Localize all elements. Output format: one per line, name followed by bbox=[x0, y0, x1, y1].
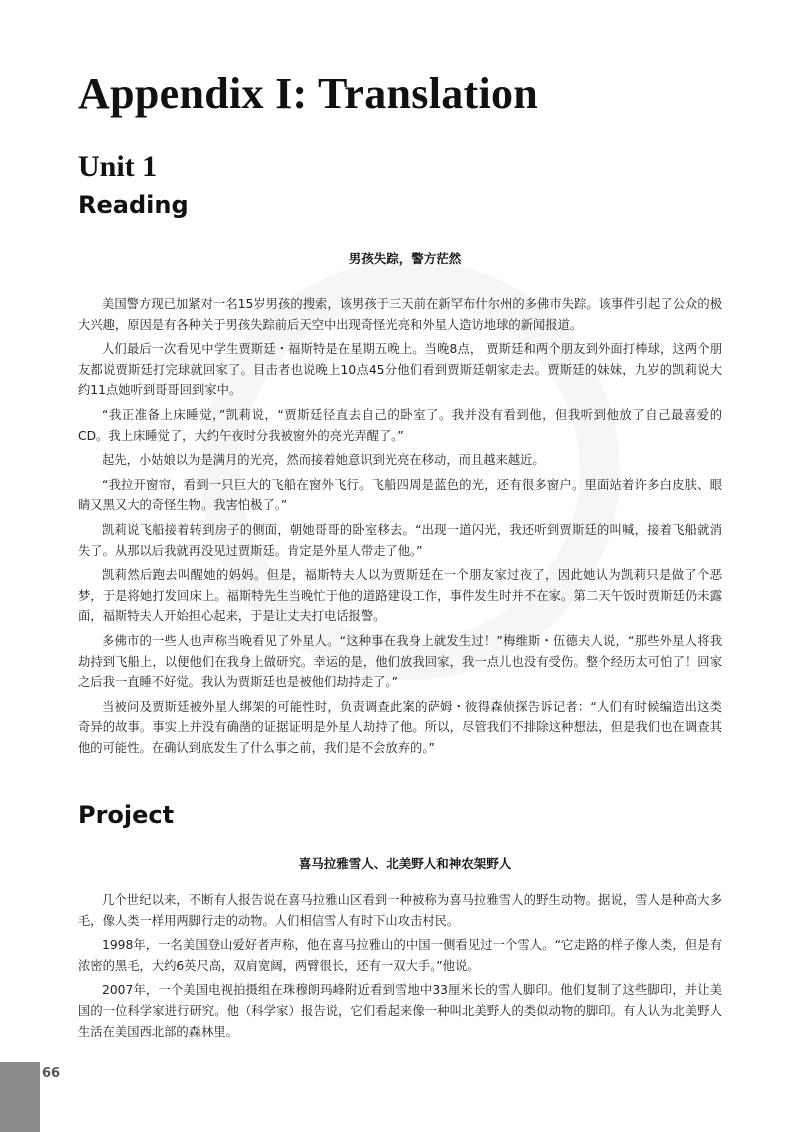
page-number: 66 bbox=[42, 1066, 61, 1081]
reading-paragraph: “我正准备上床睡觉，”凯莉说，“贾斯廷径直去自己的卧室了。我并没有看到他，但我听到他放了自己最喜爱的CD。我上床睡觉了，大约午夜时分我被窗外的亮光弄醒了。” bbox=[78, 407, 722, 443]
reading-paragraph: 起先，小姑娘以为是满月的光亮，然而接着她意识到光亮在移动，而且越来越近。 bbox=[102, 453, 545, 468]
project-article-title: 喜马拉雅雪人、北美野人和神农架野人 bbox=[298, 856, 512, 871]
page-edge-tab bbox=[0, 1062, 40, 1132]
reading-paragraph: 美国警方现已加紧对一名15岁男孩的搜索，该男孩于三天前在新罕布什尔州的多佛市失踪。该事件引起了公众的极大兴趣，原因是有各种关于男孩失踪前后天空中出现奇怪光亮和外星人造访地球的新闻报道。 bbox=[78, 297, 722, 332]
reading-article-title: 男孩失踪，警方茫然 bbox=[348, 251, 462, 266]
reading-paragraph: 人们最后一次看见中学生贾斯廷・福斯特是在星期五晚上。当晚8点， 贾斯廷和两个朋友到外面打棒球，这两个朋友都说贾斯廷打完球就回家了。目击者也说晚上10点45分他们看到贾斯廷朝家走去。贾斯廷的妹妹，九岁的凯莉说大约11点她听到哥哥回到家中。 bbox=[78, 342, 722, 398]
reading-paragraph: 凯莉然后跑去叫醒她的妈妈。但是，福斯特夫人以为贾斯廷在一个朋友家过夜了，因此她认为凯莉只是做了个恶梦，于是将她打发回床上。福斯特先生当晚忙于他的道路建设工作，事件发生时并不在家。第二天午饭时贾斯廷仍未露面，福斯特夫人开始担心起来，于是让丈夫打电话报警。 bbox=[78, 568, 722, 624]
project-paragraph: 2007年，一个美国电视拍摄组在珠穆朗玛峰附近看到雪地中33厘米长的雪人脚印。他们复制了这些脚印，并让美国的一位科学家进行研究。他（科学家）报告说，它们看起来像一种叫北美野人的类似动物的脚印。有人认为北美野人生活在美国西北部的森林里。 bbox=[78, 983, 722, 1039]
reading-body bbox=[78, 294, 722, 762]
reading-heading: Reading bbox=[78, 191, 189, 219]
reading-paragraph: “我拉开窗帘，看到一只巨大的飞船在窗外飞行。飞船四周是蓝色的光，还有很多窗户。里面站着许多白皮肤、眼睛又黑又大的奇怪生物。我害怕极了。” bbox=[78, 477, 722, 513]
project-heading: Project bbox=[78, 801, 175, 829]
appendix-title: Appendix I: Translation bbox=[78, 69, 539, 118]
reading-paragraph: 当被问及贾斯廷被外星人绑架的可能性时，负责调查此案的萨姆・彼得森侦探告诉记者：“人们有时候编造出这类奇异的故事。事实上并没有确凿的证据证明是外星人劫持了他。所以，尽管我们不排除这种想法，但是我们也在调查其他的可能性。在确认到底发生了什么事之前，我们是不会放弃的。” bbox=[78, 699, 722, 755]
reading-paragraph: 多佛市的一些人也声称当晚看见了外星人。“这种事在我身上就发生过！”梅维斯・伍德夫人说，“那些外星人将我劫持到飞船上，以便他们在我身上做研究。幸运的是，他们放我回家，我一点儿也没有受伤。整个经历太可怕了！回家之后我一直睡不好觉。我认为贾斯廷也是被他们劫持走了。” bbox=[78, 633, 722, 690]
unit-title: Unit 1 bbox=[78, 150, 158, 183]
project-paragraph: 1998年，一名美国登山爱好者声称，他在喜马拉雅山的中国一侧看见过一个雪人。“它走路的样子像人类，但是有浓密的黑毛，大约6英尺高，双肩宽阔，两臂很长，还有一双大手。”他说。 bbox=[78, 938, 722, 973]
project-body bbox=[78, 890, 722, 1046]
reading-paragraph: 凯莉说飞船接着转到房子的侧面，朝她哥哥的卧室移去。“出现一道闪光，我还听到贾斯廷的叫喊，接着飞船就消失了。从那以后我就再没见过贾斯廷。肯定是外星人带走了他。” bbox=[78, 522, 722, 558]
project-paragraph: 几个世纪以来，不断有人报告说在喜马拉雅山区看到一种被称为喜马拉雅雪人的野生动物。据说，雪人是种高大多毛，像人类一样用两脚行走的动物。人们相信雪人有时下山攻击村民。 bbox=[78, 893, 722, 928]
